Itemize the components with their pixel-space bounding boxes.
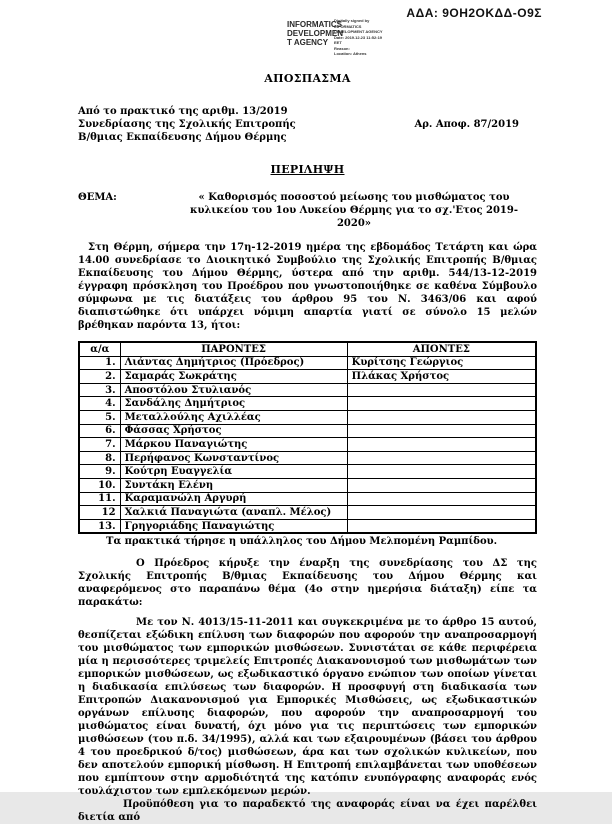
table-row (79, 519, 536, 533)
header-line-1: Από το πρακτικό της αριθμ. 13/2019 (78, 106, 288, 117)
col-header-index: α/α (79, 342, 120, 356)
table-row (79, 492, 536, 506)
absent-member (347, 519, 536, 533)
present-member: Συντάκη Ελένη (120, 478, 347, 492)
present-member: Φάσσας Χρήστος (120, 424, 347, 438)
table-row (79, 410, 536, 424)
table-row (79, 478, 536, 492)
row-number: 8. (79, 451, 120, 465)
present-member: Μεταλλούλης Αχιλλέας (120, 410, 347, 424)
absent-member (347, 397, 536, 411)
row-number: 7. (79, 438, 120, 452)
signature-line: Location: Athens (334, 51, 367, 56)
subject-label: ΘΕΜΑ: (78, 192, 117, 203)
decision-number: Αρ. Αποφ. 87/2019 (414, 119, 519, 130)
absent-member (347, 410, 536, 424)
present-member: Αποστόλου Στυλιανός (120, 383, 347, 397)
agency-line: DEVELOPMEN (287, 29, 344, 38)
absent-member: Πλάκας Χρήστος (347, 370, 536, 384)
present-member: Μάρκου Παναγιώτης (120, 438, 347, 452)
signature-line: Digitally signed by (334, 18, 370, 23)
agency-line: INFORMATICS (287, 20, 342, 29)
absent-member (347, 506, 536, 520)
table-row (79, 370, 536, 384)
row-number: 9. (79, 465, 120, 479)
signature-line: INFORMATICS (334, 23, 362, 29)
summary-title: ΠΕΡΙΛΗΨΗ (270, 163, 345, 176)
law-paragraph: Με τον Ν. 4013/15-11-2011 και συγκεκριμένα με το άρθρο 15 αυτού, θεσπίζεται εξώδικη επίλυση των διαφορών που αφορούν την αναπροσαρμογή του μισθώματος των εμπορικών μισθώσεων. Συνιστάται σε κάθε περιφέρεια μία η περισσότερες τριμελείς Επιτροπές Διακανονισμού των μισθωμάτων των εμπορικών μισθώσεων, ως εξωδικαστικό όργανο ενώπιον των οποίων γίνεται η διαδικασία επιλύσεως των διαφορών. Η προσφυγή στη διαδικασία των Επιτροπών Διακανονισμού για Εμπορικές Μισθώσεις, ως εξωδικαστικών οργάνων επίλυσης διαφορών, που αφορούν την αναπροσαρμογή του μισθώματος είναι δυνατή, όχι μόνο για τις περιπτώσεις των εμπορικών μισθώσεων (του π.δ. 34/1995), αλλά και των εξαιρουμένων (βάσει του άρθρου 4 του προεδρικού δ/τος) μισθώσεων, άρα και των σχολικών κυλικείων, που δεν αποτελούν εμπορική μίσθωση. Η Επιτροπή επιλαμβάνεται των υποθέσεων που εμπίπτουν στην αρμοδιότητά της κατόπιν ενυπόγραφης αναφοράς ενός τουλάχιστον των εμπλεκόμενων μερών. (78, 617, 537, 798)
row-number: 6. (79, 424, 120, 438)
table-row (79, 438, 536, 452)
absent-member: Κυρίτσης Γεώργιος (347, 356, 536, 370)
document-title: ΑΠΟΣΠΑΣΜΑ (264, 72, 351, 85)
row-number: 3. (79, 383, 120, 397)
document-content (78, 72, 537, 824)
secretary-note: Τα πρακτικά τήρησε η υπάλληλος του Δήμου Μελπομένη Ραμπίδου. (106, 536, 498, 548)
header-line-3: Β/θμιας Εκπαίδευσης Δήμου Θέρμης (78, 132, 287, 143)
present-member: Καραμανώλη Αργυρή (120, 492, 347, 506)
row-number: 13. (79, 519, 120, 533)
intro-paragraph: Στη Θέρμη, σήμερα την 17η-12-2019 ημέρα της εβδομάδος Τετάρτη και ώρα 14.00 συνεδρίασε το Διοικητικό Συμβούλιο της Σχολικής Επιτροπής Β/θμιας Εκπαίδευσης του Δήμου Θέρμης, ύστερα από την αριθμ. 544/13-12-2019 έγγραφη πρόσκληση του Προέδρου που γνωστοποιήθηκε σε καθένα Σύμβουλο σύμφωνα με τις διατάξεις του άρθρου 95 του Ν. 3463/06 και αφού διαπιστώθηκε ότι υπάρχει νόμιμη απαρτία γιατί σε σύνολο 15 μελών βρέθηκαν παρόντα 13, ήτοι: (78, 242, 537, 331)
table-row (79, 383, 536, 397)
present-member: Σανδάλης Δημήτριος (120, 397, 347, 411)
absent-member (347, 424, 536, 438)
row-number: 12 (79, 506, 120, 520)
present-member: Λιάντας Δημήτριος (Πρόεδρος) (120, 356, 347, 370)
header-line-2: Συνεδρίασης της Σχολικής Επιτροπής (78, 119, 296, 130)
col-header-present: ΠΑΡΟΝΤΕΣ (120, 342, 347, 356)
absent-member (347, 465, 536, 479)
present-member: Γρηγοριάδης Παναγιώτης (120, 519, 347, 533)
present-member: Σαμαράς Σωκράτης (120, 370, 347, 384)
absent-member (347, 438, 536, 452)
row-number: 11. (79, 492, 120, 506)
row-number: 4. (79, 397, 120, 411)
present-member: Περήφανος Κωνσταντίνος (120, 451, 347, 465)
chairman-paragraph: Ο Πρόεδρος κήρυξε την έναρξη της συνεδρίασης του ΔΣ της Σχολικής Επιτροπής Β/θμιας Εκπαίδευσης του Δήμου Θέρμης και αναφερόμενος στο παραπάνω θέμα (4ο στην ημερήσια διάταξη) είπε τα παρακάτω: (78, 558, 537, 609)
subject-block (78, 191, 537, 230)
signature-line: EET (334, 40, 342, 45)
absent-member (347, 451, 536, 465)
row-number: 1. (79, 356, 120, 370)
present-member: Κούτρη Ευαγγελία (120, 465, 347, 479)
absent-member (347, 492, 536, 506)
absent-member (347, 478, 536, 492)
table-row (79, 356, 536, 370)
present-member: Χαλκιά Παναγιώτα (αναπλ. Μέλος) (120, 506, 347, 520)
agency-line: T AGENCY (287, 38, 329, 47)
table-header-row (79, 342, 536, 356)
absent-member (347, 383, 536, 397)
ada-code: ΑΔΑ: 9ΟΗ2ΟΚΔΔ-Ο9Σ (406, 6, 542, 20)
row-number: 5. (79, 410, 120, 424)
signature-line: DEVELOPMENT AGENCY (334, 29, 383, 34)
row-number: 2. (79, 370, 120, 384)
closing-line: Προϋπόθεση για το παραδεκτό της αναφοράς είναι να έχει παρέλθει διετία από (78, 799, 537, 824)
subject-text: « Καθορισμός ποσοστού μείωσης του μισθώματος του κυλικείου του 1ου Λυκείου Θέρμης για το σχ.'Ετος 2019-2020» (189, 192, 519, 229)
digital-signature-details (334, 18, 414, 57)
table-row (79, 465, 536, 479)
col-header-absent: ΑΠΟΝΤΕΣ (347, 342, 536, 356)
row-number: 10. (79, 478, 120, 492)
attendance-table (78, 341, 537, 534)
table-row (79, 451, 536, 465)
signature-line: Date: 2019.12.23 11:52:19 (334, 34, 383, 40)
header-block (78, 105, 537, 144)
signature-line: Reason: (334, 45, 350, 51)
table-row (79, 506, 536, 520)
table-row (79, 397, 536, 411)
table-row (79, 424, 536, 438)
